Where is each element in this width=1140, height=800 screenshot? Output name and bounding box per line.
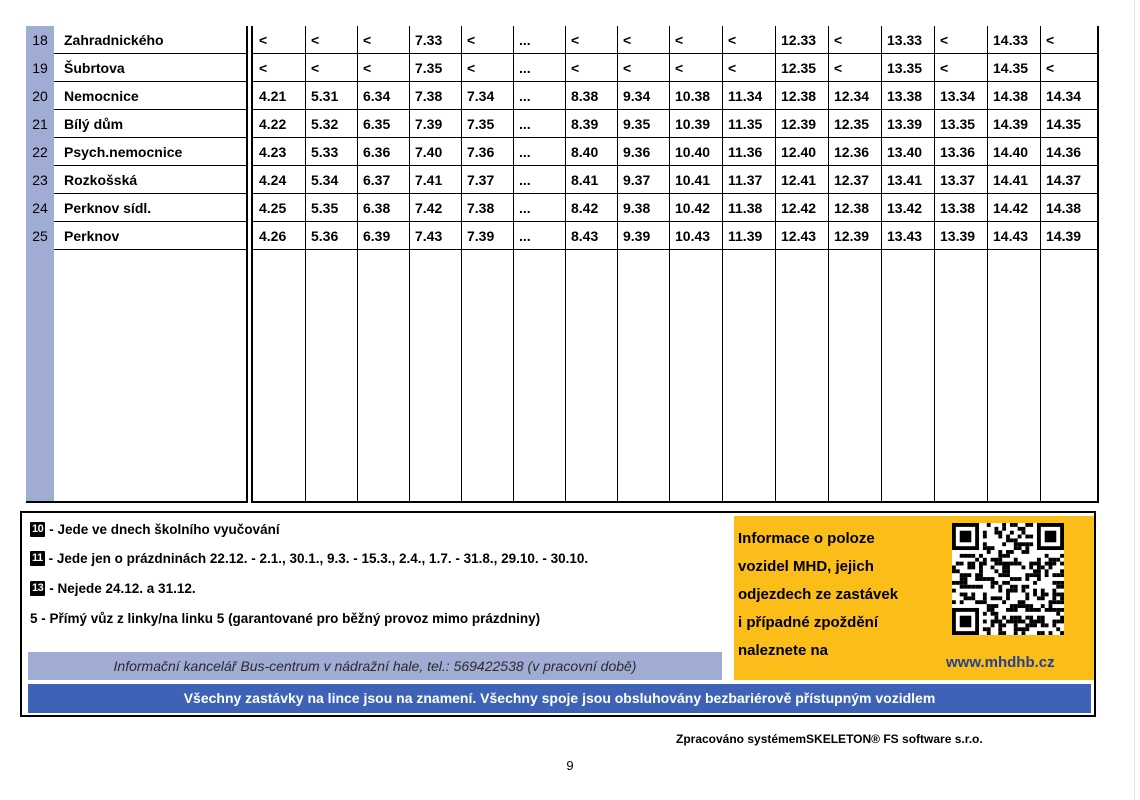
departure-time: 8.40 <box>571 144 599 160</box>
departure-time: 14.43 <box>993 228 1029 244</box>
departure-time: 6.37 <box>363 172 391 188</box>
departure-time: 12.43 <box>781 228 817 244</box>
departure-time: 12.39 <box>781 116 817 132</box>
departure-time: 14.39 <box>993 116 1029 132</box>
departure-time: 8.38 <box>571 88 599 104</box>
departure-time: 4.26 <box>259 228 287 244</box>
departure-time: 7.34 <box>467 88 495 104</box>
stop-number: 19 <box>32 60 48 76</box>
departure-time: 7.39 <box>415 116 443 132</box>
departure-time: 4.25 <box>259 200 287 216</box>
departure-time: 12.37 <box>834 172 870 188</box>
departure-time: 6.36 <box>363 144 391 160</box>
departure-time: 11.35 <box>728 116 763 132</box>
departure-time: 7.36 <box>467 144 495 160</box>
stop-row <box>26 166 246 194</box>
stop-name: Psych.nemocnice <box>64 144 183 160</box>
timetable <box>26 26 1099 503</box>
stop-name: Bílý dům <box>64 116 124 132</box>
departure-time: 12.36 <box>834 144 870 160</box>
departure-time: 12.41 <box>781 172 817 188</box>
departure-time: < <box>571 60 580 76</box>
departure-time: 13.40 <box>887 144 923 160</box>
departure-time: < <box>311 32 320 48</box>
departure-time: 5.36 <box>311 228 339 244</box>
departure-time: 10.43 <box>675 228 711 244</box>
stop-number: 18 <box>32 32 48 48</box>
departure-time: 8.41 <box>571 172 599 188</box>
stop-row <box>26 26 246 54</box>
departure-time: 13.38 <box>940 200 976 216</box>
departure-time: < <box>728 60 737 76</box>
departure-time: 6.38 <box>363 200 391 216</box>
departure-time: 5.32 <box>311 116 339 132</box>
departure-time: ... <box>519 32 531 48</box>
departure-time: 12.38 <box>834 200 870 216</box>
departure-time: 9.36 <box>623 144 651 160</box>
stops-on-request-notice: Všechny zastávky na lince jsou na znamení. Všechny spoje jsou obsluhovány bezbariérově přístupným vozidlem <box>28 684 1091 713</box>
departure-time: 4.23 <box>259 144 287 160</box>
stop-number: 24 <box>32 200 48 216</box>
departure-time: 14.40 <box>993 144 1029 160</box>
stop-name: Nemocnice <box>64 88 139 104</box>
info-office-banner: Informační kancelář Bus-centrum v nádražní hale, tel.: 569422538 (v pracovní době) <box>28 652 722 680</box>
stop-name: Perknov sídl. <box>64 200 152 216</box>
vehicle-info-box <box>734 516 1094 680</box>
software-credit: Zpracováno systémemSKELETON® FS software s.r.o. <box>676 732 983 746</box>
departure-time: 6.39 <box>363 228 391 244</box>
stop-row <box>26 138 246 166</box>
stop-number: 23 <box>32 172 48 188</box>
departure-time: ... <box>519 88 531 104</box>
departure-time: 9.39 <box>623 228 651 244</box>
departure-time: ... <box>519 116 531 132</box>
departure-time: 13.41 <box>887 172 923 188</box>
departure-time: < <box>259 60 268 76</box>
departure-time: 12.35 <box>834 116 870 132</box>
page-number: 9 <box>566 758 574 773</box>
note-13-icon: 13 <box>32 582 44 594</box>
departure-time: 10.42 <box>675 200 711 216</box>
departure-time: 12.35 <box>781 60 817 76</box>
departure-time: < <box>675 60 684 76</box>
departure-time: 6.35 <box>363 116 391 132</box>
departure-time: < <box>311 60 320 76</box>
departure-time: < <box>363 60 372 76</box>
info-line-1: Informace o poloze <box>738 530 875 547</box>
departure-time: 5.33 <box>311 144 339 160</box>
departure-time: 12.34 <box>834 88 870 104</box>
departure-time: < <box>259 32 268 48</box>
departure-time: < <box>834 60 843 76</box>
stop-name: Perknov <box>64 228 120 244</box>
departure-time: ... <box>519 144 531 160</box>
departure-time: 4.22 <box>259 116 287 132</box>
departure-time: 13.35 <box>887 60 923 76</box>
departure-time: < <box>571 32 580 48</box>
info-line-5: naleznete na <box>738 642 829 659</box>
departure-time: < <box>467 60 476 76</box>
qr-code-icon[interactable] <box>952 523 1064 635</box>
departure-time: 7.41 <box>415 172 443 188</box>
row-divider <box>54 249 246 250</box>
departure-time: 14.33 <box>993 32 1029 48</box>
departure-time: < <box>728 32 737 48</box>
departure-time: 9.35 <box>623 116 651 132</box>
stop-row <box>26 194 246 222</box>
departure-time: 12.42 <box>781 200 817 216</box>
departure-time: < <box>467 32 476 48</box>
stop-number: 25 <box>32 228 48 244</box>
departure-time: 4.24 <box>259 172 287 188</box>
note-13 <box>30 581 196 596</box>
departure-time: 11.37 <box>728 172 763 188</box>
departure-time: 4.21 <box>259 88 287 104</box>
departure-time: < <box>940 60 949 76</box>
departure-time: 7.43 <box>415 228 443 244</box>
departure-time: < <box>363 32 372 48</box>
departure-time: 7.38 <box>467 200 495 216</box>
departure-time: 8.42 <box>571 200 599 216</box>
departure-time: < <box>675 32 684 48</box>
departure-time: 11.38 <box>728 200 763 216</box>
stop-row <box>26 54 246 82</box>
row-divider <box>253 249 1097 250</box>
website-link[interactable]: www.mhdhb.cz <box>946 654 1055 671</box>
departure-time: 14.38 <box>1046 200 1082 216</box>
departure-time: 6.34 <box>363 88 391 104</box>
note-10-text: - Jede ve dnech školního vyučování <box>49 522 280 537</box>
departure-time: 12.40 <box>781 144 817 160</box>
departure-time: 7.39 <box>467 228 495 244</box>
departure-time: 12.38 <box>781 88 817 104</box>
stop-row <box>26 222 246 250</box>
departure-time: 8.39 <box>571 116 599 132</box>
stop-number: 22 <box>32 144 48 160</box>
stops-column <box>26 26 248 503</box>
info-line-4: i případné zpoždění <box>738 614 879 631</box>
departure-time: 12.39 <box>834 228 870 244</box>
departure-time: < <box>1046 32 1055 48</box>
departure-time: 13.39 <box>887 116 923 132</box>
departure-time: 8.43 <box>571 228 599 244</box>
stop-number: 20 <box>32 88 48 104</box>
departure-time: 7.38 <box>415 88 443 104</box>
page-edge-line <box>1134 0 1135 800</box>
departure-time: 13.38 <box>887 88 923 104</box>
departure-time: 14.36 <box>1046 144 1082 160</box>
departure-times-grid <box>251 26 1099 503</box>
info-line-2: vozidel MHD, jejich <box>738 558 874 575</box>
departure-time: 5.34 <box>311 172 339 188</box>
note-11 <box>30 551 588 566</box>
departure-time: 9.37 <box>623 172 651 188</box>
departure-time: 5.35 <box>311 200 339 216</box>
departure-time: < <box>1046 60 1055 76</box>
stop-row <box>26 110 246 138</box>
departure-time: 11.39 <box>728 228 763 244</box>
departure-time: 14.38 <box>993 88 1029 104</box>
departure-time: 12.33 <box>781 32 817 48</box>
note-10 <box>30 522 280 537</box>
departure-time: 14.41 <box>993 172 1029 188</box>
departure-time: 13.35 <box>940 116 976 132</box>
departure-time: < <box>623 60 632 76</box>
departure-time: 13.33 <box>887 32 923 48</box>
departure-time: 11.34 <box>728 88 763 104</box>
departure-time: 10.38 <box>675 88 711 104</box>
departure-time: 11.36 <box>728 144 763 160</box>
departure-time: 13.43 <box>887 228 923 244</box>
departure-time: 13.37 <box>940 172 976 188</box>
departure-time: 14.35 <box>993 60 1029 76</box>
departure-time: 7.33 <box>415 32 443 48</box>
departure-time: ... <box>519 200 531 216</box>
stop-name: Zahradnického <box>64 32 164 48</box>
departure-time: 14.37 <box>1046 172 1082 188</box>
info-line-3: odjezdech ze zastávek <box>738 586 899 603</box>
departure-time: 13.39 <box>940 228 976 244</box>
departure-time: 10.39 <box>675 116 711 132</box>
departure-time: 13.36 <box>940 144 976 160</box>
departure-time: ... <box>519 172 531 188</box>
departure-time: 5.31 <box>311 88 339 104</box>
note-11-text: - Jede jen o prázdninách 22.12. - 2.1., 30.1., 9.3. - 15.3., 2.4., 1.7. - 31.8., 29.10. - 30.10. <box>48 551 589 566</box>
stop-number: 21 <box>32 116 48 132</box>
departure-time: 7.40 <box>415 144 443 160</box>
departure-time: 10.40 <box>675 144 711 160</box>
departure-time: 9.38 <box>623 200 651 216</box>
departure-time: 14.35 <box>1046 116 1082 132</box>
note-11-icon: 11 <box>32 552 43 564</box>
direct-car-note: 5 - Přímý vůz z linky/na linku 5 (garantované pro běžný provoz mimo prázdniny) <box>30 611 541 626</box>
departure-time: 9.34 <box>623 88 651 104</box>
departure-time: 14.42 <box>993 200 1029 216</box>
departure-time: 7.35 <box>415 60 443 76</box>
departure-time: ... <box>519 228 531 244</box>
departure-time: < <box>834 32 843 48</box>
stop-name: Šubrtova <box>64 60 125 76</box>
departure-time: < <box>940 32 949 48</box>
departure-time: 10.41 <box>675 172 711 188</box>
departure-time: < <box>623 32 632 48</box>
note-10-icon: 10 <box>32 523 44 535</box>
stop-row <box>26 82 246 110</box>
departure-time: 13.34 <box>940 88 976 104</box>
departure-time: 13.42 <box>887 200 923 216</box>
stop-name: Rozkošská <box>64 172 138 188</box>
departure-time: ... <box>519 60 531 76</box>
note-13-text: - Nejede 24.12. a 31.12. <box>49 581 196 596</box>
departure-time: 14.39 <box>1046 228 1082 244</box>
departure-time: 14.34 <box>1046 88 1082 104</box>
departure-time: 7.37 <box>467 172 495 188</box>
departure-time: 7.35 <box>467 116 495 132</box>
legend-box <box>20 511 1096 717</box>
departure-time: 7.42 <box>415 200 443 216</box>
